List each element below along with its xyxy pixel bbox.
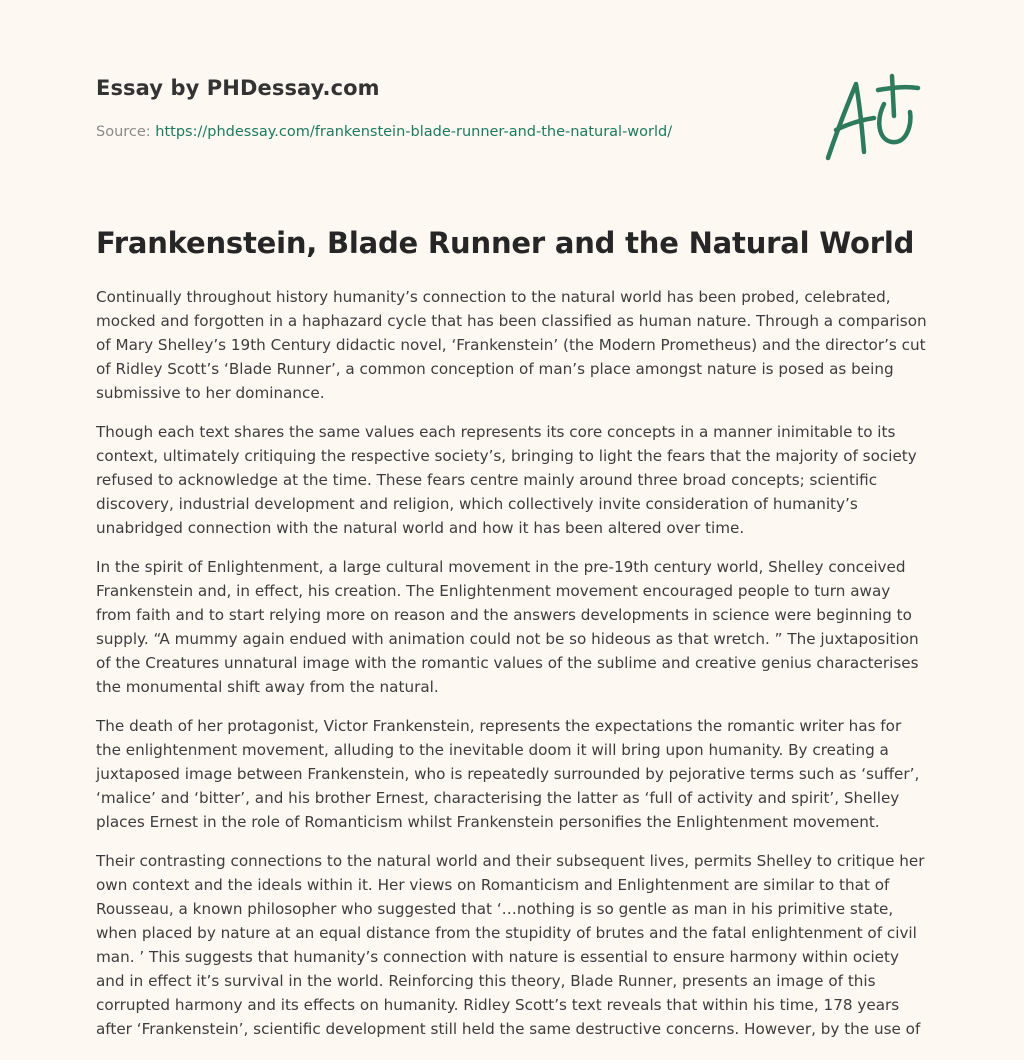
article-title: Frankenstein, Blade Runner and the Natural World bbox=[96, 226, 915, 260]
a-plus-grade-icon bbox=[820, 68, 928, 164]
article-body bbox=[96, 285, 930, 1056]
article-paragraph: Though each text shares the same values each represents its core concepts in a manner inimitable to its context, ultimately critiquing the respective society’s, bringing to light the fears that the majority of society refused to acknowledge at the time. These fears centre mainly around three broad concepts; scientific discovery, industrial development and religion, which collectively invite consideration of humanity’s unabridged connection with the natural world and how it has been altered over time. bbox=[96, 423, 917, 537]
source-link[interactable]: https://phdessay.com/frankenstein-blade-runner-and-the-natural-world/ bbox=[155, 124, 673, 140]
article-paragraph: In the spirit of Enlightenment, a large cultural movement in the pre-19th century world, Shelley conceived Frankenstein and, in effect, his creation. The Enlightenment movement encouraged people to turn away from faith and to start relying more on reason and the answers developments in science were beginning to supply. “A mummy again endued with animation could not be so hideous as that wretch. ” The juxtaposition of the Creatures unnatural image with the romantic values of the sublime and creative genius characterises the monumental shift away from the natural. bbox=[96, 558, 919, 696]
article-paragraph: Continually throughout history humanity’s connection to the natural world has been probed, celebrated, mocked and forgotten in a haphazard cycle that has been classified as human nature. Through a comparison of Mary Shelley’s 19th Century didactic novel, ‘Frankenstein’ (the Modern Prometheus) and the director’s cut of Ridley Scott’s ‘Blade Runner’, a common conception of man’s place amongst nature is posed as being submissive to her dominance. bbox=[96, 288, 927, 402]
article-paragraph: Their contrasting connections to the natural world and their subsequent lives, permits Shelley to critique her own context and the ideals within it. Her views on Romanticism and Enlightenment are similar to that of Rousseau, a known philosopher who suggested that ‘…nothing is so gentle as man in his primitive state, when placed by nature at an equal distance from the stupidity of brutes and the fatal enlightenment of civil man. ’ This suggests that humanity’s connection with nature is essential to ensure harmony within ociety and in effect it’s survival in the world. Reinforcing this theory, Blade Runner, presents an image of this corrupted harmony and its effects on humanity. Ridley Scott’s text reveals that within his time, 178 years after ‘Frankenstein’, scientific development still held the same destructive concerns. However, by the use of bbox=[96, 852, 925, 1038]
source-line bbox=[96, 124, 672, 140]
site-brand: Essay by PHDessay.com bbox=[96, 76, 380, 100]
source-label: Source: bbox=[96, 124, 151, 140]
article-paragraph: The death of her protagonist, Victor Frankenstein, represents the expectations the romantic writer has for the enlightenment movement, alluding to the inevitable doom it will bring upon humanity. By creating a juxtaposed image between Frankenstein, who is repeatedly surrounded by pejorative terms such as ‘suffer’, ‘malice’ and ‘bitter’, and his brother Ernest, characterising the latter as ‘full of activity and spirit’, Shelley places Ernest in the role of Romanticism whilst Frankenstein personifies the Enlightenment movement. bbox=[96, 717, 920, 831]
